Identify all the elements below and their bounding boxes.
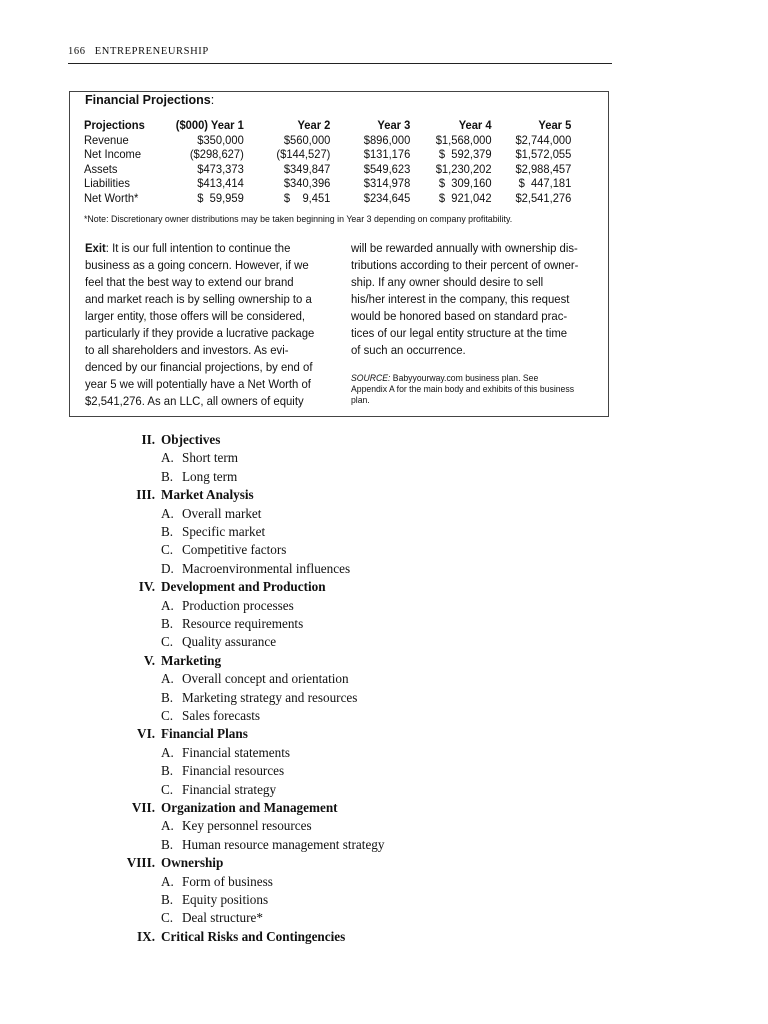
table-cell: $413,414 <box>197 176 244 191</box>
column-header: Year 2 <box>297 118 331 132</box>
item-letter: B. <box>161 892 174 907</box>
section-number: IV. <box>138 579 155 595</box>
item-letter: B. <box>161 468 174 484</box>
section-number: VI. <box>137 726 155 742</box>
row-label: Net Income <box>84 147 142 162</box>
text-line: tributions according to their percent of owner- <box>351 258 579 272</box>
table-cell: $ 59,959 <box>197 190 244 205</box>
item-letter: B. <box>161 524 174 539</box>
section-number: IX. <box>137 928 155 944</box>
text-line: tices of our legal entity structure at the time <box>351 326 568 340</box>
table-cell: $ 592,379 <box>438 147 492 162</box>
row-label: Net Worth* <box>84 190 139 205</box>
table-cell: $131,176 <box>363 147 411 162</box>
table-cell: $473,373 <box>197 161 244 176</box>
running-header <box>68 46 612 64</box>
exit-text-right <box>351 240 601 359</box>
item-label: Long term <box>182 468 238 484</box>
item-letter: B. <box>161 763 174 779</box>
table-cell: $314,978 <box>363 176 411 191</box>
row-label: Revenue <box>84 132 129 147</box>
item-letter: B. <box>161 689 174 705</box>
section-title: Organization and Management <box>161 800 338 815</box>
text-line: denced by our financial projections, by end of <box>85 360 313 374</box>
item-label: Production processes <box>182 597 294 613</box>
text-line: ship. If any owner should desire to sell <box>351 275 544 289</box>
item-letter: C. <box>161 781 174 797</box>
column-header: Year 5 <box>538 118 572 132</box>
table-cell: $1,572,055 <box>515 147 572 162</box>
text-line: to all shareholders and investors. As evi- <box>85 343 289 357</box>
text-line: business as a going concern. However, if we <box>85 258 309 272</box>
item-letter: A. <box>161 818 174 834</box>
table-cell: $896,000 <box>363 132 411 147</box>
exit-label: Exit <box>85 241 106 255</box>
item-label: Sales forecasts <box>182 708 260 723</box>
table-row <box>84 133 571 148</box>
item-letter: A. <box>161 450 174 466</box>
section-title: Critical Risks and Contingencies <box>161 928 346 944</box>
text-line: Exit: It is our full intention to continue the <box>85 241 291 255</box>
item-letter: D. <box>161 560 174 576</box>
projections-title: Financial Projections: <box>85 93 215 107</box>
item-letter: C. <box>161 634 174 650</box>
item-label: Financial resources <box>182 763 285 779</box>
table-cell: ($298,627) <box>189 147 244 162</box>
exit-text-left <box>85 240 335 410</box>
column-header: Year 4 <box>458 118 492 132</box>
column-header: ($000) Year 1 <box>175 118 244 132</box>
table-row <box>84 191 571 206</box>
profitability-note: *Note: Discretionary owner distributions may be taken beginning in Year 3 depending on company profitability. <box>84 214 513 225</box>
item-letter: A. <box>161 873 174 889</box>
item-label: Macroenvironmental influences <box>182 560 351 576</box>
text-line: particularly if they provide a lucrative package <box>85 326 315 340</box>
section-number: VIII. <box>126 855 155 871</box>
item-label: Deal structure* <box>182 910 263 926</box>
section-number: II. <box>141 432 155 447</box>
source-line: SOURCE: Babyyourway.com business plan. See <box>351 373 539 383</box>
text-line: will be rewarded annually with ownership dis- <box>351 241 578 255</box>
text-line: larger entity, those offers will be considered, <box>85 309 306 323</box>
item-label: Overall concept and orientation <box>182 671 349 687</box>
row-label: Liabilities <box>84 176 130 191</box>
text-line: and market reach is by selling ownership to a <box>85 292 312 306</box>
section-number: III. <box>136 487 155 503</box>
section-title: Market Analysis <box>161 487 254 503</box>
running-title: ENTREPRENEURSHIP <box>94 46 209 57</box>
table-cell: $234,645 <box>363 190 411 205</box>
section-number: V. <box>143 652 155 668</box>
item-label: Short term <box>182 450 239 466</box>
page-number: 166 <box>68 46 86 57</box>
source-line: plan. <box>351 395 370 405</box>
text-line: year 5 we will potentially have a Net Worth of <box>85 377 311 391</box>
table-cell: $1,568,000 <box>435 132 492 147</box>
source-citation <box>351 373 591 406</box>
financial-projections-box <box>69 91 609 417</box>
item-letter: B. <box>161 836 174 852</box>
item-letter: C. <box>161 708 174 723</box>
table-header-row <box>84 118 571 133</box>
item-label: Resource requirements <box>182 616 304 631</box>
text-line: of such an occurrence. <box>351 343 466 357</box>
item-label: Financial strategy <box>182 781 277 797</box>
item-letter: C. <box>161 910 174 926</box>
text-line: his/her interest in the company, this request <box>351 292 570 306</box>
table-cell: $ 9,451 <box>283 190 331 205</box>
item-label: Quality assurance <box>182 634 277 650</box>
text-line: would be honored based on standard prac- <box>351 309 568 323</box>
item-letter: B. <box>161 616 174 631</box>
text-line: feel that the best way to extend our brand <box>85 275 294 289</box>
item-label: Key personnel resources <box>182 818 312 834</box>
item-letter: A. <box>161 744 174 760</box>
text-line: $2,541,276. As an LLC, all owners of equity <box>85 394 304 408</box>
section-number: VII. <box>131 800 155 815</box>
table-cell: $ 921,042 <box>438 190 492 205</box>
section-title: Objectives <box>161 432 221 447</box>
table-cell: $2,744,000 <box>515 132 572 147</box>
projections-table <box>84 118 571 206</box>
item-letter: C. <box>161 542 174 558</box>
table-cell: $350,000 <box>197 132 244 147</box>
table-cell: $349,847 <box>283 161 331 176</box>
item-letter: A. <box>161 505 174 521</box>
column-header: Projections <box>84 118 145 132</box>
section-title: Ownership <box>161 855 224 871</box>
item-label: Specific market <box>182 524 266 539</box>
item-letter: A. <box>161 597 174 613</box>
table-cell: $560,000 <box>283 132 331 147</box>
item-label: Competitive factors <box>182 542 287 558</box>
item-label: Equity positions <box>182 892 269 907</box>
table-cell: $340,396 <box>283 176 331 191</box>
table-cell: $ 309,160 <box>438 176 492 191</box>
column-header: Year 3 <box>377 118 411 132</box>
source-line: Appendix A for the main body and exhibits of this business <box>351 384 575 394</box>
item-label: Marketing strategy and resources <box>182 689 358 705</box>
table-cell: $2,988,457 <box>515 161 572 176</box>
item-letter: A. <box>161 671 174 687</box>
row-label: Assets <box>84 161 118 176</box>
section-title: Financial Plans <box>161 726 248 742</box>
item-label: Human resource management strategy <box>182 836 385 852</box>
table-row <box>84 147 571 162</box>
table-cell: $ 447,181 <box>518 176 572 191</box>
section-title: Marketing <box>161 652 222 668</box>
item-label: Financial statements <box>182 744 291 760</box>
section-title: Development and Production <box>161 579 326 595</box>
table-row <box>84 162 571 177</box>
item-label: Overall market <box>182 505 262 521</box>
item-label: Form of business <box>182 873 273 889</box>
table-row <box>84 176 571 191</box>
table-cell: $1,230,202 <box>435 161 492 176</box>
source-label: SOURCE: <box>351 373 391 383</box>
table-cell: $549,623 <box>363 161 411 176</box>
table-cell: ($144,527) <box>276 147 331 162</box>
table-cell: $2,541,276 <box>515 190 572 205</box>
